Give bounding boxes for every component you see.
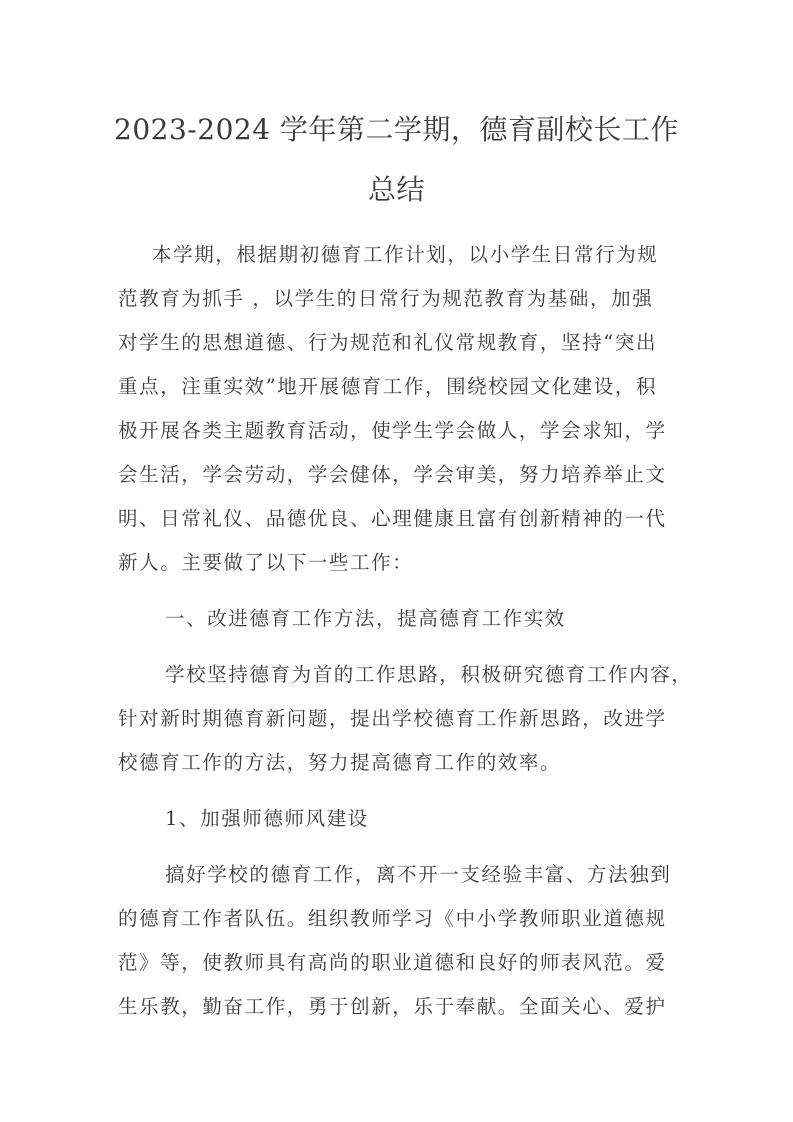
intro-line: 重点，注重实效”地开展德育工作，围绕校园文化建设，积 [118, 375, 658, 398]
intro-line: 极开展各类主题教育活动，使学生学会做人，学会求知，学 [118, 419, 667, 442]
subsection-heading: 1、加强师德师风建设 [165, 807, 369, 830]
intro-line: 会生活，学会劳动，学会健体，学会审美，努力培养举止文 [118, 463, 667, 486]
section-heading: 一、改进德育工作方法，提高德育工作实效 [165, 607, 566, 630]
intro-line: 新人。主要做了以下一些工作： [118, 551, 414, 574]
subsection-paragraph-line: 范》等，使教师具有高尚的职业道德和良好的师表风范。爱 [118, 951, 667, 974]
intro-line: 范教育为抓手 ，以学生的日常行为规范教育为基础，加强 [118, 287, 654, 310]
document-title-line-2: 总结 [367, 173, 425, 206]
intro-line: 本学期，根据期初德育工作计划，以小学生日常行为规 [152, 243, 659, 266]
subsection-paragraph-line: 生乐教，勤奋工作，勇于创新，乐于奉献。全面关心、爱护 [118, 995, 667, 1018]
section-paragraph-line: 校德育工作的方法，努力提高德育工作的效率。 [118, 751, 562, 774]
section-paragraph-line: 针对新时期德育新问题，提出学校德育工作新思路，改进学 [118, 707, 667, 730]
subsection-paragraph-line: 搞好学校的德育工作，离不开一支经验丰富、方法独到 [165, 863, 672, 886]
section-paragraph-line: 学校坚持德育为首的工作思路，积极研究德育工作内容， [165, 663, 693, 686]
document-title-line-1: 2023-2024 学年第二学期，德育副校长工作 [114, 113, 679, 146]
subsection-paragraph-line: 的德育工作者队伍。组织教师学习《中小学教师职业道德规 [118, 907, 667, 930]
intro-line: 对学生的思想道德、行为规范和礼仪常规教育，坚持“突出 [118, 331, 658, 354]
intro-line: 明、日常礼仪、品德优良、心理健康且富有创新精神的一代 [118, 507, 667, 530]
